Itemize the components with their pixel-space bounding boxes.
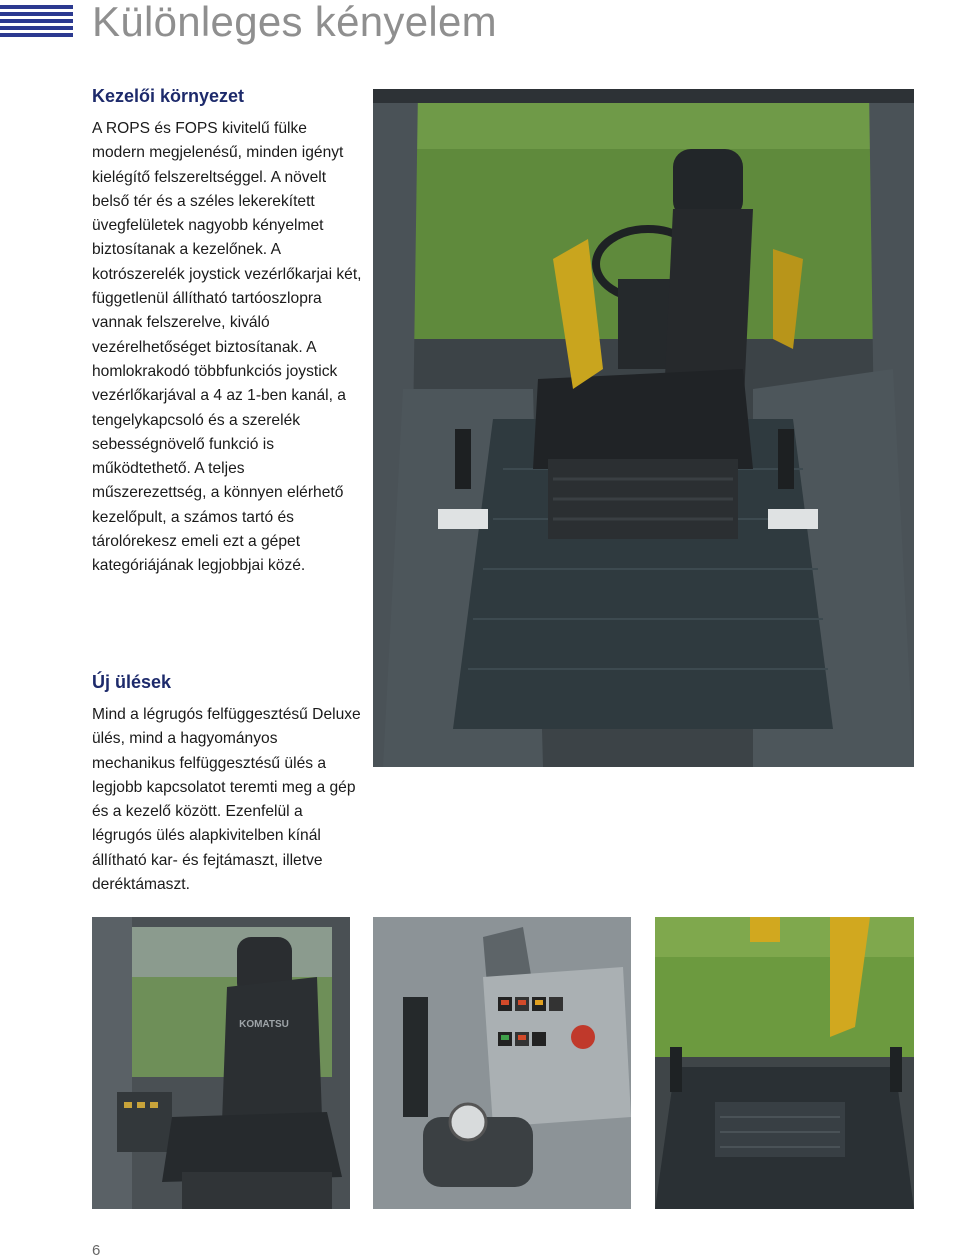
section-heading: Kezelői környezet — [92, 86, 245, 106]
rear-view-photo — [655, 917, 914, 1209]
header-stripes — [0, 5, 73, 40]
cab-interior-photo — [373, 89, 914, 767]
page-title: Különleges kényelem — [92, 0, 497, 45]
page-number: 6 — [92, 1242, 101, 1259]
seat-logo: KOMATSU — [239, 1019, 289, 1030]
section-heading: Új ülések — [92, 672, 172, 692]
control-panel-photo — [373, 917, 631, 1209]
section-body: Mind a légrugós felfüggesztésű Deluxe ülés, mind a hagyományos mechanikus felfüggesztésű ülés a legjobb kapcsolatot teremti meg a gép és a kezelő között. Ezenfelül a légrugós ülés alapkivitelben kínál állítható kar- és fejtámaszt, illetve deréktámaszt. — [92, 706, 361, 894]
section-operator-environment — [92, 86, 362, 579]
section-body: A ROPS és FOPS kivitelű fülke modern megjelenésű, minden igényt kielégítő felszereltséggel. A növelt belső tér és a széles lekerekített üvegfelületek nagyobb kényelmet biztosítanak a kezelőnek. A kotrószerelék joystick vezérlőkarjai két, függetlenül állítható tartóoszlopra vannak felszerelve, kiváló vezérelhetőséget biztosítanak. A homlokrakodó többfunkciós joystick vezérlőkarjával a 4 az 1-ben kanál, a tengelykapcsoló és a szerelék sebességnövelő funkció is működtethető. A teljes műszerezettség, a könnyen elérhető kezelőpult, a számos tartó és tárolórekesz emeli ezt a gépet kategóriájának legjobbjai közé. — [92, 120, 362, 575]
section-new-seats — [92, 672, 362, 897]
seat-photo — [92, 917, 350, 1209]
